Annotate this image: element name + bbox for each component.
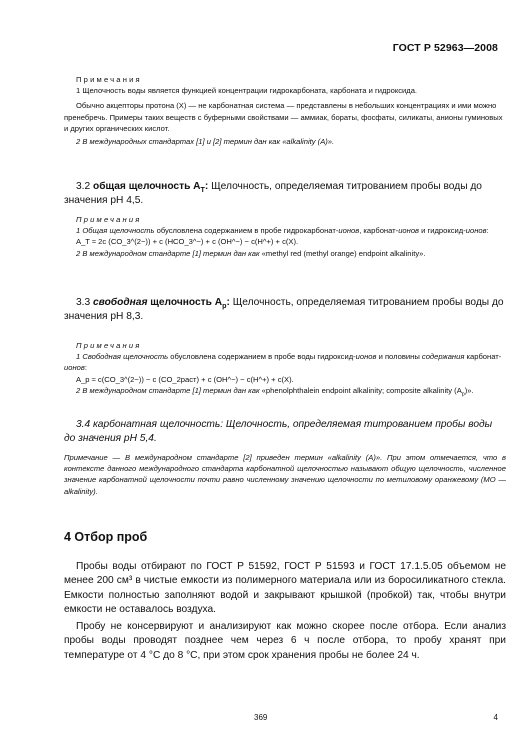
note-1 xyxy=(64,225,506,236)
note-text: обусловлена содержанием в пробе гидрокарбонат- xyxy=(154,226,339,236)
note-1: 1 Щелочность воды является функцией концентрации гидрокарбоната, карбоната и гидроксида. xyxy=(76,86,418,96)
notes-block-1 xyxy=(64,74,506,147)
note-text-italic: 1 Общая щелочность xyxy=(76,226,155,236)
term-name-italic: свободная xyxy=(93,297,148,308)
term-colon: : xyxy=(226,297,230,308)
page-number-right: 4 xyxy=(493,713,498,722)
note-1-para-2: Обычно акцепторы протона (X) — не карбонатная система — представлены в небольших концентрациях и ими можно пренебречь. Примеры таких веществ с буферными свойствами — аммиак, бораты, фосфаты, силикаты, анионы гуминовых и других органических кислот. xyxy=(64,101,503,133)
term-name: щелочность A xyxy=(147,297,223,308)
note-1 xyxy=(64,351,506,373)
note-text-italic: 2 В международном стандарте [1] термин дан как xyxy=(76,385,260,395)
term-subscript: T xyxy=(200,186,205,195)
note-text-italic: ионов xyxy=(465,226,487,236)
notes-heading: Примечания xyxy=(76,341,142,350)
note-text: , карбонат- xyxy=(359,226,399,236)
section-4-para-2: Пробу не консервируют и анализируют как можно скорее после отбора. Если анализ пробы воды проводят позднее чем через 6 ч после отбора, то пробу хранят при температуре от 4 °С до 8 °С, при этом срок хранения пробы не более 24 ч. xyxy=(64,621,506,661)
note-text-italic: 1 Свободная щелочность xyxy=(76,352,169,362)
note-text: «methyl red (methyl orange) endpoint alkalinity». xyxy=(259,248,426,258)
formula-at: A_T ≈ 2c (CO_3^(2−)) + c (HCO_3^−) + c (OH^−) − c(H^+) + c(X). xyxy=(76,237,299,247)
term-definition: Щелочность, определяемая титрованием пробы воды до значения pH 8,3. xyxy=(64,297,504,323)
document-code: ГОСТ Р 52963—2008 xyxy=(392,42,498,54)
note-2 xyxy=(64,248,506,259)
page-number-center: 369 xyxy=(254,713,268,722)
note-text-italic: 2 В международном стандарте [1] термин дан как xyxy=(76,248,260,258)
note-text-italic: ионов xyxy=(398,226,419,236)
notes-block-3 xyxy=(64,340,506,396)
note-text: и половины xyxy=(376,352,422,362)
term-colon: : xyxy=(204,181,209,192)
note-text: )». xyxy=(464,385,474,395)
section-4-title: 4 Отбор проб xyxy=(64,530,148,544)
note-2 xyxy=(64,385,506,396)
note-text: : xyxy=(84,363,87,373)
note-text: карбонат- xyxy=(464,352,502,362)
notes-block-4: Примечание — В международном стандарте [2] приведен термин «alkalinity (A)». При этом отмечается, что в контексте данного международного стандарта карбонатной щелочностью называют общую щелочность, численное значение карбонатной щелочности почти равно численному значению щелочности по метиловому оранжевому (MO — alkalinity). xyxy=(64,453,506,496)
section-4-para-1: Пробы воды отбирают по ГОСТ Р 51592, ГОСТ Р 51593 и ГОСТ 17.1.5.05 объемом не менее 200 см³ в чистые емкости из полимерного материала или из боросиликатного стекла. Емкости полностью заполняют водой и закрывают крышкой (пробкой) так, чтобы внутри емкости не оставалось воздуха. xyxy=(64,561,506,616)
note-text-italic: ионов xyxy=(338,226,360,236)
term-3-2 xyxy=(64,180,506,209)
note-text: «phenolphthalein endpoint alkalinity; composite alkalinity (A xyxy=(259,385,462,395)
term-number: 3.2 xyxy=(76,181,91,192)
note-2: 2 В международных стандартах [1] и [2] термин дан как «alkalinity (A)». xyxy=(76,137,335,147)
note-text: : xyxy=(486,226,489,236)
term-name: общая щелочность A xyxy=(93,181,201,192)
note-text-italic: содержания xyxy=(421,352,465,362)
notes-block-2 xyxy=(64,214,506,259)
term-3-4: 3.4 карбонатная щелочность: Щелочность, определяемая титрованием пробы воды до значения pH 5,4. xyxy=(64,419,493,445)
term-definition: Щелочность, определяемая титрованием пробы воды до значения pH 4,5. xyxy=(64,181,482,207)
formula-ap: A_p ≈ c(CO_3^(2−)) − c (CO_2раст) + c (OH^−) − c(H^+) + c(X). xyxy=(76,374,294,384)
note-text: обусловлена содержанием в пробе воды гидроксид- xyxy=(168,352,356,362)
notes-heading: Примечания xyxy=(76,215,142,224)
note-subscript: p xyxy=(461,391,465,398)
note-text-italic: ионов xyxy=(355,352,377,362)
note-text: и гидроксид- xyxy=(419,226,466,236)
notes-heading: Примечания xyxy=(76,75,142,84)
term-number: 3.3 xyxy=(76,297,91,308)
note-text-italic: ионов xyxy=(64,363,85,373)
term-3-3 xyxy=(64,296,506,325)
term-subscript: p xyxy=(222,302,227,311)
